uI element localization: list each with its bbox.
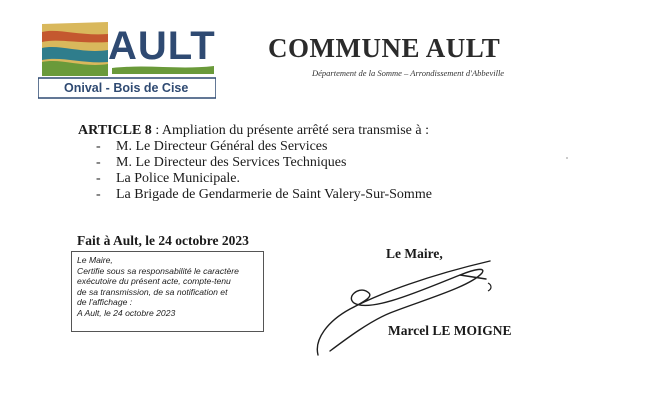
article-text: : Ampliation du présente arrêté sera transmise à :	[151, 123, 429, 138]
list-item	[96, 187, 432, 203]
certification-line: de sa transmission, de sa notification et	[77, 286, 228, 297]
article-label: ARTICLE 8	[78, 123, 152, 138]
certification-line: Le Maire,	[77, 255, 113, 265]
signatory-name: Marcel LE MOIGNE	[388, 323, 512, 338]
logo-tagline: Onival - Bois de Cise	[64, 81, 189, 95]
logo-name: AULT	[108, 24, 216, 68]
certification-line: A Ault, le 24 octobre 2023	[77, 307, 176, 318]
signatory-role: Le Maire,	[386, 246, 443, 261]
list-bullet: -	[96, 155, 101, 170]
certification-line: de l'affichage :	[77, 297, 133, 308]
handwritten-signature-icon	[310, 255, 510, 365]
list-item	[96, 171, 432, 187]
certification-box	[71, 251, 264, 332]
list-bullet: -	[96, 187, 101, 202]
page-subtitle: Département de la Somme – Arrondissement d'Abbeville	[312, 68, 505, 78]
list-item	[96, 139, 432, 155]
signed-date: Fait à Ault, le 24 octobre 2023	[77, 233, 249, 248]
recipient-list	[96, 139, 432, 203]
recipient-text: M. Le Directeur des Services Techniques	[116, 155, 347, 170]
commune-logo	[38, 18, 216, 102]
list-bullet: -	[96, 171, 101, 186]
list-item	[96, 155, 432, 171]
recipient-text: La Police Municipale.	[116, 171, 241, 186]
scan-speck	[566, 157, 568, 159]
article-8	[78, 123, 429, 139]
recipient-text: La Brigade de Gendarmerie de Saint Valery-Sur-Somme	[116, 187, 432, 202]
list-bullet: -	[96, 139, 101, 154]
certification-line: exécutoire du présent acte, compte-tenu	[77, 276, 231, 287]
recipient-text: M. Le Directeur Général des Services	[116, 139, 328, 154]
page-title: COMMUNE AULT	[268, 33, 501, 63]
certification-line: Certifie sous sa responsabilité le caractère	[77, 265, 239, 276]
